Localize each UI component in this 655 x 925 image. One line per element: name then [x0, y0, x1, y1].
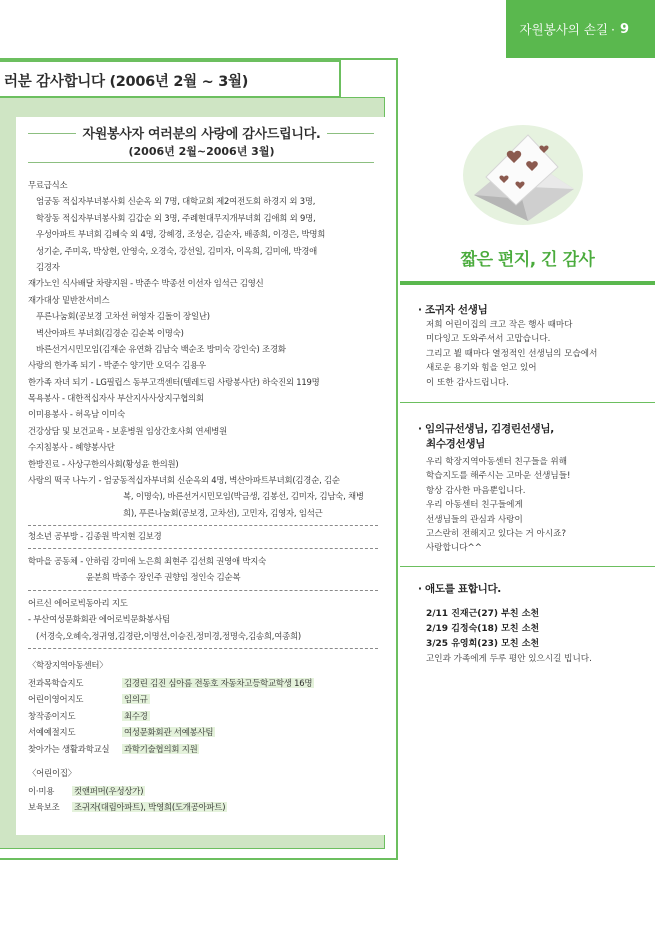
letter-2-line: 우리 아동센터 친구들에게: [426, 500, 523, 511]
center-label: 〈학장지역아동센터〉: [28, 660, 108, 670]
list-line: 성기순, 주미옥, 박상현, 안영숙, 오경숙, 강선일, 김미자, 이옥희, 김미애, 박경애: [36, 245, 318, 256]
center-row-key: 창작종이지도: [28, 710, 76, 721]
panel-subtitle: (2006년 2월~2006년 3월): [128, 145, 275, 158]
center-row: [28, 691, 314, 707]
list-line: 사랑의 한가족 되기 - 박준수 양기만 오덕수 김용우: [28, 360, 206, 371]
home-list: [28, 783, 227, 816]
list-line: 한방진료 - 사상구한의사회(황성윤 한의원): [28, 458, 179, 469]
letter-1-heading: · 조귀자 선생님: [418, 304, 488, 316]
center-row-key: 서예예절지도: [28, 727, 76, 738]
condolence-section: [418, 582, 638, 666]
volunteer-list: [28, 177, 364, 521]
center-row: [28, 741, 314, 757]
section-tab: [506, 0, 655, 58]
home-row: [28, 783, 227, 799]
list-line: 한가족 자녀 되기 - LG필립스 동부고객센터(텔레드림 사랑봉사단) 하숙진외 119명: [28, 376, 320, 387]
letter-1-line: 새로운 용기와 힘을 얻고 있어: [426, 363, 537, 374]
senior-line: - 부산여성문화회관 에어로빅문화봉사팀: [28, 614, 170, 625]
school-community: [28, 553, 266, 586]
page-number: 9: [619, 21, 629, 37]
center-row: [28, 724, 314, 740]
study-room-line: 청소년 공부방 - 김종원 박지현 김보경: [28, 531, 162, 541]
list-line: 엄궁동 적십자부녀봉사회 신순옥 외 7명, 대학교회 제2여전도회 하경지 외 3명,: [36, 196, 316, 207]
letter-1-line: 미다잉고 도와주셔서 고맙습니다.: [426, 334, 551, 345]
list-line: 재가노인 식사배달 차량지원 - 박준수 박종선 이선자 임석근 김영신: [28, 278, 264, 289]
school-line-2: 윤분희 박종수 장인주 권향임 정인숙 김순복: [86, 572, 241, 583]
center-row: [28, 708, 314, 724]
subtitle-rule: [28, 162, 374, 163]
center-row-key: 어린이영어지도: [28, 694, 84, 705]
condolence-item: 2/11 진재근(27) 부친 소천: [426, 609, 540, 619]
panel-title: 자원봉사자 여러분의 사랑에 감사드립니다.: [76, 123, 327, 142]
list-line: 푸른나눔회(공보경 고차선 허영자 김돌이 장일난): [36, 311, 210, 322]
divider: [28, 525, 378, 526]
letter-2-line: 항상 감사한 마음뿐입니다.: [426, 485, 526, 496]
list-line: 사랑의 떡국 나누기 - 엄궁동적십자부녀회 신순옥외 4명, 벽산아파트부녀회(김경순, 김순: [28, 475, 340, 486]
divider: [400, 566, 655, 567]
list-line: 우성아파트 부녀회 김혜숙 외 4명, 강혜경, 조성순, 김순자, 배종희, 이경은, 박명희: [36, 229, 326, 240]
divider: [400, 402, 655, 403]
center-row: [28, 675, 314, 691]
center-row-value: 여성문화회관 서예봉사팀: [124, 727, 214, 738]
bullet: ·: [610, 21, 615, 37]
home-row-key: 이·미용: [28, 786, 55, 796]
list-line: 건강상담 및 보건교육 - 보훈병원 임상간호사회 연세병원: [28, 425, 228, 436]
home-row-value: 컷앤퍼머(우성상가): [74, 786, 144, 796]
condolence-item: 2/19 김정숙(18) 모친 소천: [426, 624, 540, 634]
list-line: 목욕봉사 - 대한적십자사 부산지사사상지구협의회: [28, 393, 204, 404]
home-row-value: 조귀자(대림아파트), 박영희(도개공아파트): [74, 802, 226, 813]
divider: [28, 590, 378, 591]
center-row-key: 전과목학습지도: [28, 678, 84, 688]
letter-section-2: [418, 422, 638, 556]
aside-title: 짧은 편지, 긴 감사: [400, 233, 655, 281]
letter-1-line: 이 또한 감사드립니다.: [426, 377, 509, 388]
list-line: 바른선거시민모임(김재순 유연화 김남숙 백순조 방미숙 강인숙) 조경화: [36, 343, 286, 354]
senior-line: (서경숙,오혜숙,정귀영,김경란,이명선,이승진,정미경,정명숙,김송희,여종희): [36, 630, 301, 641]
home-label: 〈어린이집〉: [28, 768, 76, 778]
letter-1-line: 저희 어린이집의 크고 작은 행사 때마다: [426, 320, 573, 330]
center-row-key: 찾아가는 생활과학교실: [28, 743, 110, 754]
letter-2-heading-cont: 최수경선생님: [426, 438, 486, 450]
center-row-value: 김경린 김진 심아름 전동호 자동차고등학교학생 16명: [124, 678, 313, 688]
list-line: 희), 푸른나눔회(공보경, 고차선), 고민자, 김영자, 임석근: [123, 507, 323, 518]
condolence-heading: · 애도를 표합니다.: [418, 583, 501, 595]
letter-2-heading: · 임의규선생님, 김경린선생님,: [418, 423, 554, 435]
page-heading: 러분 감사합니다 (2006년 2월 ~ 3월): [0, 60, 341, 98]
letter-2-body: [418, 455, 638, 556]
list-line: 무료급식소: [28, 180, 68, 190]
letter-2-line: 우리 학장지역아동센터 친구들을 위해: [426, 457, 568, 467]
condolence-list: [418, 607, 638, 652]
divider: [28, 548, 378, 549]
condolence-note: 고인과 가족에게 두루 평안 있으시길 빕니다.: [426, 654, 592, 664]
home-row-key: 보육보조: [28, 802, 60, 813]
home-row: [28, 799, 227, 815]
letter-1-body: [418, 318, 638, 390]
senior-aerobics: [28, 595, 301, 644]
letter-1-line: 그리고 뵐 때마다 열정적인 선생님의 모습에서: [426, 348, 598, 359]
center-row-value: 최수경: [124, 710, 148, 721]
school-line-1: 학마을 공동체 - 안하림 강미애 노은희 최현주 김선희 권영애 박지숙: [28, 556, 267, 566]
letter-2-line: 고스란히 전해지고 있다는 거 아시죠?: [426, 529, 567, 540]
list-line: 김경자: [36, 261, 60, 272]
list-line: 복, 이명숙), 바른선거시민모임(박금생, 김봉선, 김미자, 김남숙, 채병: [123, 491, 364, 502]
senior-line: 어르신 에어로빅동아리 지도: [28, 598, 128, 608]
center-list: [28, 675, 314, 757]
envelope-hearts-icon: [456, 117, 590, 229]
thanks-panel: [16, 117, 387, 835]
list-line: 벽산아파트 부녀회(김경순 김순복 이명숙): [36, 327, 184, 338]
aside-title-rule: [400, 281, 655, 285]
center-row-value: 과학기술협의회 지원: [124, 743, 198, 754]
letter-2-line: 선생님들의 관심과 사랑이: [426, 514, 523, 525]
list-line: 수지침봉사 - 혜향봉사단: [28, 442, 115, 453]
section-label: 자원봉사의 손길: [519, 22, 608, 37]
divider: [28, 648, 378, 649]
letter-section-1: [418, 303, 638, 390]
center-row-value: 임의규: [124, 694, 148, 705]
condolence-item: 3/25 유영희(23) 모친 소천: [426, 639, 540, 649]
list-line: 재가대상 밑반찬서비스: [28, 294, 110, 305]
letter-2-line: 사랑합니다^^: [426, 543, 482, 554]
letter-2-line: 학습지도를 해주시는 고마운 선생님들!: [426, 471, 571, 482]
list-line: 학장동 적십자부녀봉사회 김갑순 외 3명, 주례현대무지개부녀회 김애희 외 9명,: [36, 212, 316, 223]
list-line: 이미용봉사 - 허옥남 이미숙: [28, 409, 126, 420]
